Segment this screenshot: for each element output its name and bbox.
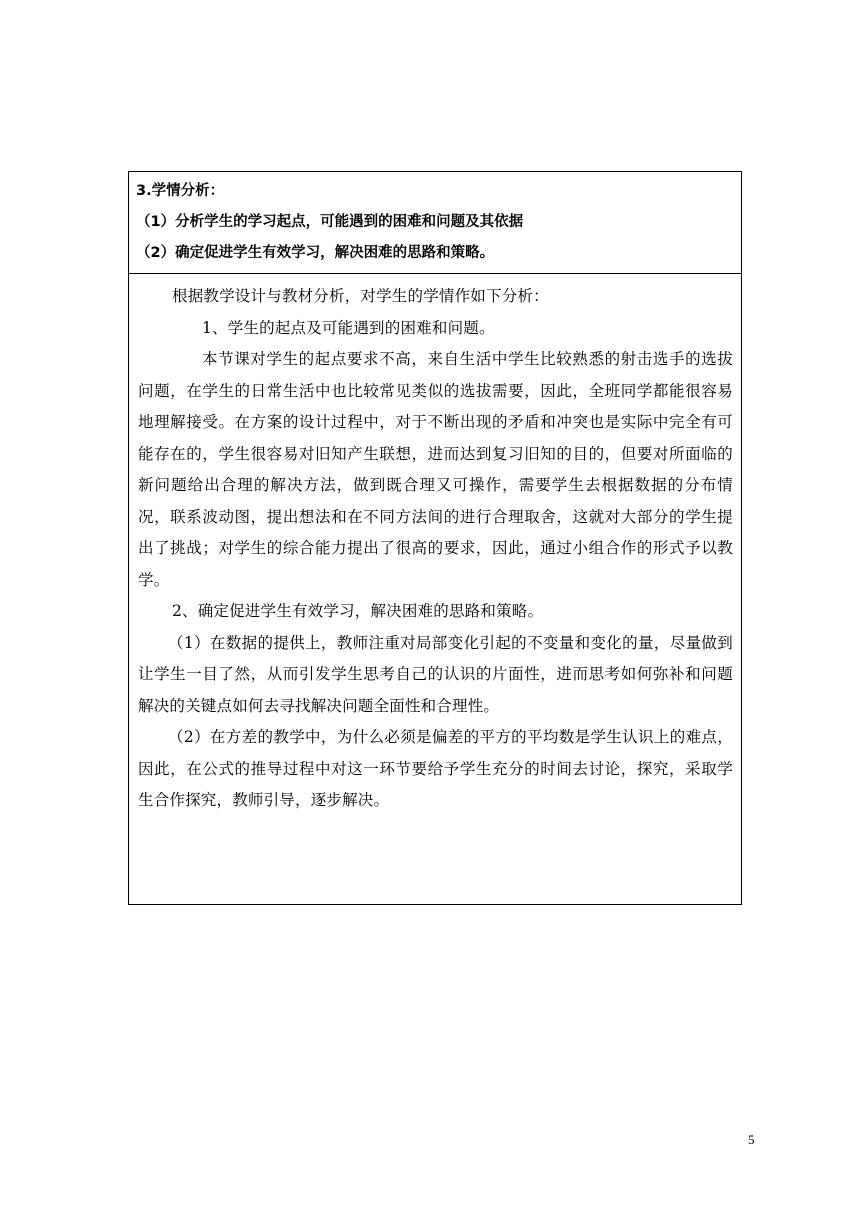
point1-body: 本节课对学生的起点要求不高，来自生活中学生比较熟悉的射击选手的选拔问题，在学生的日常生活中也比较常见类似的选拔需要，因此，全班同学都能很容易地理解接受。在方案的设计过程中，对于不断出现的矛盾和冲突也是实际中完全有可能存在的，学生很容易对旧知产生联想，进而达到复习旧知的目的，但要对所面临的新问题给出合理的解决方法，做到既合理又可操作，需要学生去根据数据的分布情况，联系波动图，提出想法和在不同方法间的进行合理取舍，这就对大部分的学生提出了挑战；对学生的综合能力提出了很高的要求，因此，通过小组合作的形式予以教学。 <box>138 350 733 589</box>
point2-heading: 2、确定促进学生有效学习，解决困难的思路和策略。 <box>172 602 544 620</box>
point2-item-2: （2）在方差的教学中，为什么必须是偏差的平方的平均数是学生认识上的难点，因此，在公式的推导过程中对这一环节要给予学生充分的时间去讨论，探究，采取学生合作探究，教师引导，逐步解决。 <box>138 728 733 809</box>
section-header <box>129 172 741 274</box>
section-title: 3.学情分析： <box>136 183 225 199</box>
section-body <box>129 274 741 817</box>
point1-heading: 1、学生的起点及可能遇到的困难和问题。 <box>202 318 495 337</box>
prompt-line-2: （2）确定促进学生有效学习，解决困难的思路和策略。 <box>136 245 495 261</box>
intro-paragraph: 根据教学设计与教材分析，对学生的学情作如下分析： <box>172 287 549 305</box>
prompt-line-1: （1）分析学生的学习起点，可能遇到的困难和问题及其依据 <box>136 214 524 230</box>
point2-item-1: （1）在数据的提供上，教师注重对局部变化引起的不变量和变化的量，尽量做到让学生一目了然，从而引发学生思考自己的认识的片面性，进而思考如何弥补和问题解决的关键点如何去寻找解决问题全面性和合理性。 <box>138 633 733 715</box>
page-number: 5 <box>748 1132 755 1147</box>
analysis-table <box>128 171 742 905</box>
